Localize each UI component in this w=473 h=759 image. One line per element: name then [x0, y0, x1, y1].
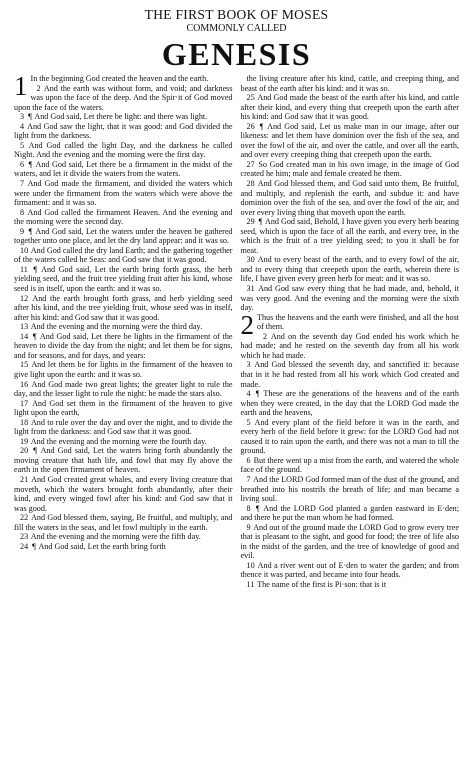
verse-text: And God called the light Day, and the darkness he called Night. And the evening and the morning were the first day.	[14, 140, 233, 160]
verse	[241, 74, 460, 93]
paragraph-mark: ¶	[28, 226, 33, 236]
verse-text: And let them be for lights in the firmament of the heaven to give light upon the earth: and it was so.	[14, 360, 233, 379]
verse	[14, 112, 233, 122]
verse-number: 6	[20, 159, 25, 169]
verse-number: 28	[246, 179, 255, 189]
verse	[14, 160, 233, 179]
page-header	[14, 8, 459, 71]
verse	[241, 284, 460, 313]
chapter-number: 1	[14, 74, 28, 101]
paragraph-mark: ¶	[28, 112, 32, 122]
verse-number: 3	[246, 360, 251, 370]
verse	[241, 504, 460, 523]
verse-text: And God blessed them, saying, Be fruitful, and multiply, and fill the waters in the seas, and let fowl multiply in the earth.	[14, 513, 233, 532]
verse-number: 3	[20, 112, 25, 122]
verse-text: And every plant of the field before it was in the earth, and every herb of the field before it grew: for the LORD God had not caused it to rain upon the earth, and there was not a man to till the ground.	[240, 417, 459, 456]
verse-text: And God blessed the seventh day, and sanctified it: because that in it he had rested from all his work which God created and made.	[240, 360, 459, 389]
verse-number: 21	[20, 474, 29, 484]
verse-number: 20	[20, 446, 29, 456]
verse-number: 4	[20, 121, 25, 131]
verse-text: And the evening and the morning were the fifth day.	[30, 532, 201, 542]
verse	[240, 309, 460, 340]
paragraph-mark: ¶	[33, 264, 38, 274]
verse-text: And God said, Let the earth bring forth grass, the herb yielding seed, and the fruit tree yielding fruit after his kind, whose seed is in itself, upon the earth: and it was so.	[14, 264, 233, 294]
verse	[241, 93, 460, 122]
paragraph-mark: ¶	[32, 331, 37, 341]
verse-text: And God said, Let the waters bring forth abundantly the moving creature that hath life, and fowl that may fly above the earth in the open firmament of heaven.	[14, 446, 233, 475]
verse-number: 9	[246, 522, 251, 532]
verse	[14, 246, 233, 265]
verse-number: 11	[20, 264, 28, 274]
verse	[241, 217, 460, 255]
verse-text: And God said, Let the waters under the heaven be gathered together unto one place, and let the dry land appear: and it was so.	[14, 226, 233, 246]
verse	[241, 418, 460, 456]
verse-text: And the evening and the morning were the third day.	[30, 322, 203, 332]
verse-text: And God called the dry land Earth; and the gathering together of the waters called he Seas: and God saw that it was good.	[14, 245, 233, 265]
verse-text: And God said, Let there be a firmament in the midst of the waters, and let it divide the waters from the waters.	[14, 159, 233, 179]
verse-number: 10	[246, 560, 255, 570]
verse-text: And God said, Behold, I have given you every herb bearing seed, which is upon the face of all the earth, and every tree, in the which is the fruit of a tree yielding seed; to you it shall be for meat.	[240, 217, 459, 255]
verse-number: 11	[246, 579, 255, 589]
verse-number: 29	[246, 217, 255, 227]
verse	[14, 542, 233, 552]
verse-text: And to every beast of the earth, and to every fowl of the air, and to every thing that creepeth upon the earth, wherein there is life, I have given every green herb for meat: and it was so.	[240, 255, 459, 284]
verse-text: And the LORD God planted a garden eastward in E·den; and there he put the man whom he had formed.	[240, 503, 459, 523]
verse-number: 14	[20, 331, 29, 341]
verse	[14, 122, 233, 141]
verse	[14, 446, 233, 475]
verse-text: And to rule over the day and over the night, and to divide the light from the darkness: and God saw that it was good.	[14, 417, 233, 437]
verse-text: The name of the first is Pi·son: that is it	[257, 579, 387, 589]
verse-text: In the beginning God created the heaven and the earth.	[30, 74, 209, 83]
verse	[241, 160, 460, 179]
verse-number: 23	[20, 532, 29, 542]
verse-text: And God made the beast of the earth after his kind, and cattle after their kind, and every thing that creepeth upon the earth after his kind: and God saw that it was good.	[240, 93, 459, 122]
paragraph-mark: ¶	[255, 503, 260, 513]
verse	[14, 208, 233, 227]
verse-number: 9	[20, 226, 25, 236]
verse-number: 2	[263, 331, 268, 341]
verse	[14, 418, 233, 437]
verse-text: And on the seventh day God ended his work which he had made; and he rested on the seventh day from all his work which he had made.	[240, 331, 459, 360]
verse	[241, 360, 460, 389]
verse-text: And God blessed them, and God said unto them, Be fruitful, and multiply, and replenish the earth, and subdue it: and have dominion over the fish of the sea, and over the fowl of the air, and over every living thing that moveth upon the earth.	[240, 179, 459, 217]
verse-text: And God made two great lights; the greater light to rule the day, and the lesser light to rule the night: he made the stars also.	[14, 379, 233, 399]
verse	[241, 179, 460, 217]
verse-text: And God said, Let us make man in our image, after our likeness: and let them have dominion over the fish of the sea, and over the fowl of the air, and over the cattle, and over all the earth, and over every creeping thing that creepeth upon the earth.	[240, 121, 459, 160]
verse-number: 26	[246, 121, 255, 131]
verse	[14, 141, 233, 160]
verse-number: 7	[246, 474, 251, 484]
verse-text: And God said, Let there be lights in the firmament of the heaven to divide the day from the night; and let them be for signs, and for seasons, and for days, and years:	[14, 331, 233, 360]
verse	[241, 255, 460, 284]
paragraph-mark: ¶	[32, 541, 36, 551]
verse	[14, 227, 233, 246]
right-column	[241, 74, 460, 734]
verse-text: And God said, Let the earth bring forth	[38, 541, 166, 551]
verse-number: 5	[246, 417, 251, 427]
verse-text: the living creature after his kind, cattle, and creeping thing, and beast of the earth after his kind: and it was so.	[240, 74, 459, 93]
verse-text: And God made the firmament, and divided the waters which were under the firmament from the waters which were above the firmament: and it was so.	[14, 179, 233, 208]
paragraph-mark: ¶	[259, 121, 264, 131]
verse-number: 12	[20, 293, 29, 303]
verse	[14, 360, 233, 379]
verse-number: 18	[20, 417, 29, 427]
verse	[14, 532, 233, 542]
text-columns	[14, 74, 459, 734]
verse-text: And the LORD God formed man of the dust of the ground, and breathed into his nostrils the breath of life; and man became a living soul.	[240, 474, 459, 504]
verse-text: And out of the ground made the LORD God to grow every tree that is pleasant to the sight, and good for food; the tree of life also in the midst of the garden, and the tree of knowledge of good and evil.	[240, 522, 459, 561]
left-column	[14, 74, 233, 734]
verse-number: 27	[246, 159, 255, 169]
verse-text: And God created great whales, and every living creature that moveth, which the waters brought forth abundantly, after their kind, and every winged fowl after his kind: and God saw that it was good.	[14, 474, 233, 513]
verse-number: 5	[20, 140, 25, 150]
book-name: GENESIS	[161, 36, 312, 72]
verse	[14, 380, 233, 399]
verse-text: Thus the heavens and the earth were finished, and all the host of them.	[257, 312, 459, 332]
verse-number: 8	[246, 503, 251, 513]
verse-number: 13	[20, 322, 29, 332]
verse	[14, 265, 233, 294]
verse	[241, 456, 460, 475]
verse	[14, 475, 233, 513]
verse	[241, 580, 460, 590]
verse-text: And God said, Let there be light: and there was light.	[34, 112, 208, 122]
verse-number: 4	[246, 389, 251, 399]
verse-number: 15	[20, 360, 29, 370]
verse-text: And a river went out of E·den to water the garden; and from thence it was parted, and became into four heads.	[240, 560, 459, 580]
verse-text: And the earth was without form, and void; and darkness was upon the face of the deep. And the Spir·it of God moved upon the face of the waters.	[14, 83, 233, 112]
verse	[241, 475, 460, 504]
verse	[241, 389, 460, 418]
verse-number: 16	[20, 379, 29, 389]
verse-number: 24	[20, 541, 29, 551]
verse-text: And the evening and the morning were the fourth day.	[30, 436, 207, 446]
verse	[14, 322, 233, 332]
verse-number: 17	[20, 398, 29, 408]
verse-text: And God saw every thing that he had made, and, behold, it was very good. And the evening and the morning were the sixth day.	[240, 284, 459, 313]
verse-text: So God created man in his own image, in the image of God created he him; male and female created he them.	[240, 159, 459, 179]
paragraph-mark: ¶	[28, 159, 33, 169]
verse-text: These are the generations of the heavens and of the earth when they were created, in the day that the LORD God made the earth and the heavens,	[240, 389, 459, 418]
verse-number: 22	[20, 513, 29, 523]
verse-number: 7	[20, 179, 25, 189]
verse	[14, 399, 233, 418]
verse-text: And God set them in the firmament of the heaven to give light upon the earth,	[14, 398, 233, 418]
verse	[14, 437, 233, 447]
verse	[14, 179, 233, 208]
verse	[241, 122, 460, 160]
verse-number: 6	[246, 455, 251, 465]
verse-number: 30	[246, 255, 255, 265]
verse-number: 31	[246, 284, 255, 294]
verse-text: And the earth brought forth grass, and herb yielding seed after his kind, and the tree yielding fruit, whose seed was in itself, after his kind: and God saw that it was good.	[14, 293, 233, 322]
verse	[241, 332, 460, 361]
verse	[14, 513, 233, 532]
book-title: THE FIRST BOOK OF MOSES	[144, 7, 329, 22]
verse-text: But there went up a mist from the earth, and watered the whole face of the ground.	[240, 455, 459, 475]
verse	[14, 332, 233, 361]
paragraph-mark: ¶	[255, 389, 260, 399]
verse-text: And God called the firmament Heaven. And the evening and the morning were the second day.	[14, 207, 233, 227]
verse-number: 25	[246, 93, 255, 103]
paragraph-mark: ¶	[258, 217, 263, 227]
verse-number: 10	[20, 245, 29, 255]
verse	[241, 561, 460, 580]
verse-text: And God saw the light, that it was good: and God divided the light from the darkness.	[14, 121, 233, 141]
verse-number: 19	[20, 436, 29, 446]
verse	[241, 523, 460, 561]
verse	[14, 294, 233, 323]
verse	[14, 84, 233, 113]
paragraph-mark: ¶	[33, 446, 37, 456]
chapter-number: 2	[240, 309, 254, 340]
verse-number: 2	[36, 83, 41, 93]
book-subtitle: COMMONLY CALLED	[186, 23, 287, 34]
verse-number: 8	[20, 207, 25, 217]
